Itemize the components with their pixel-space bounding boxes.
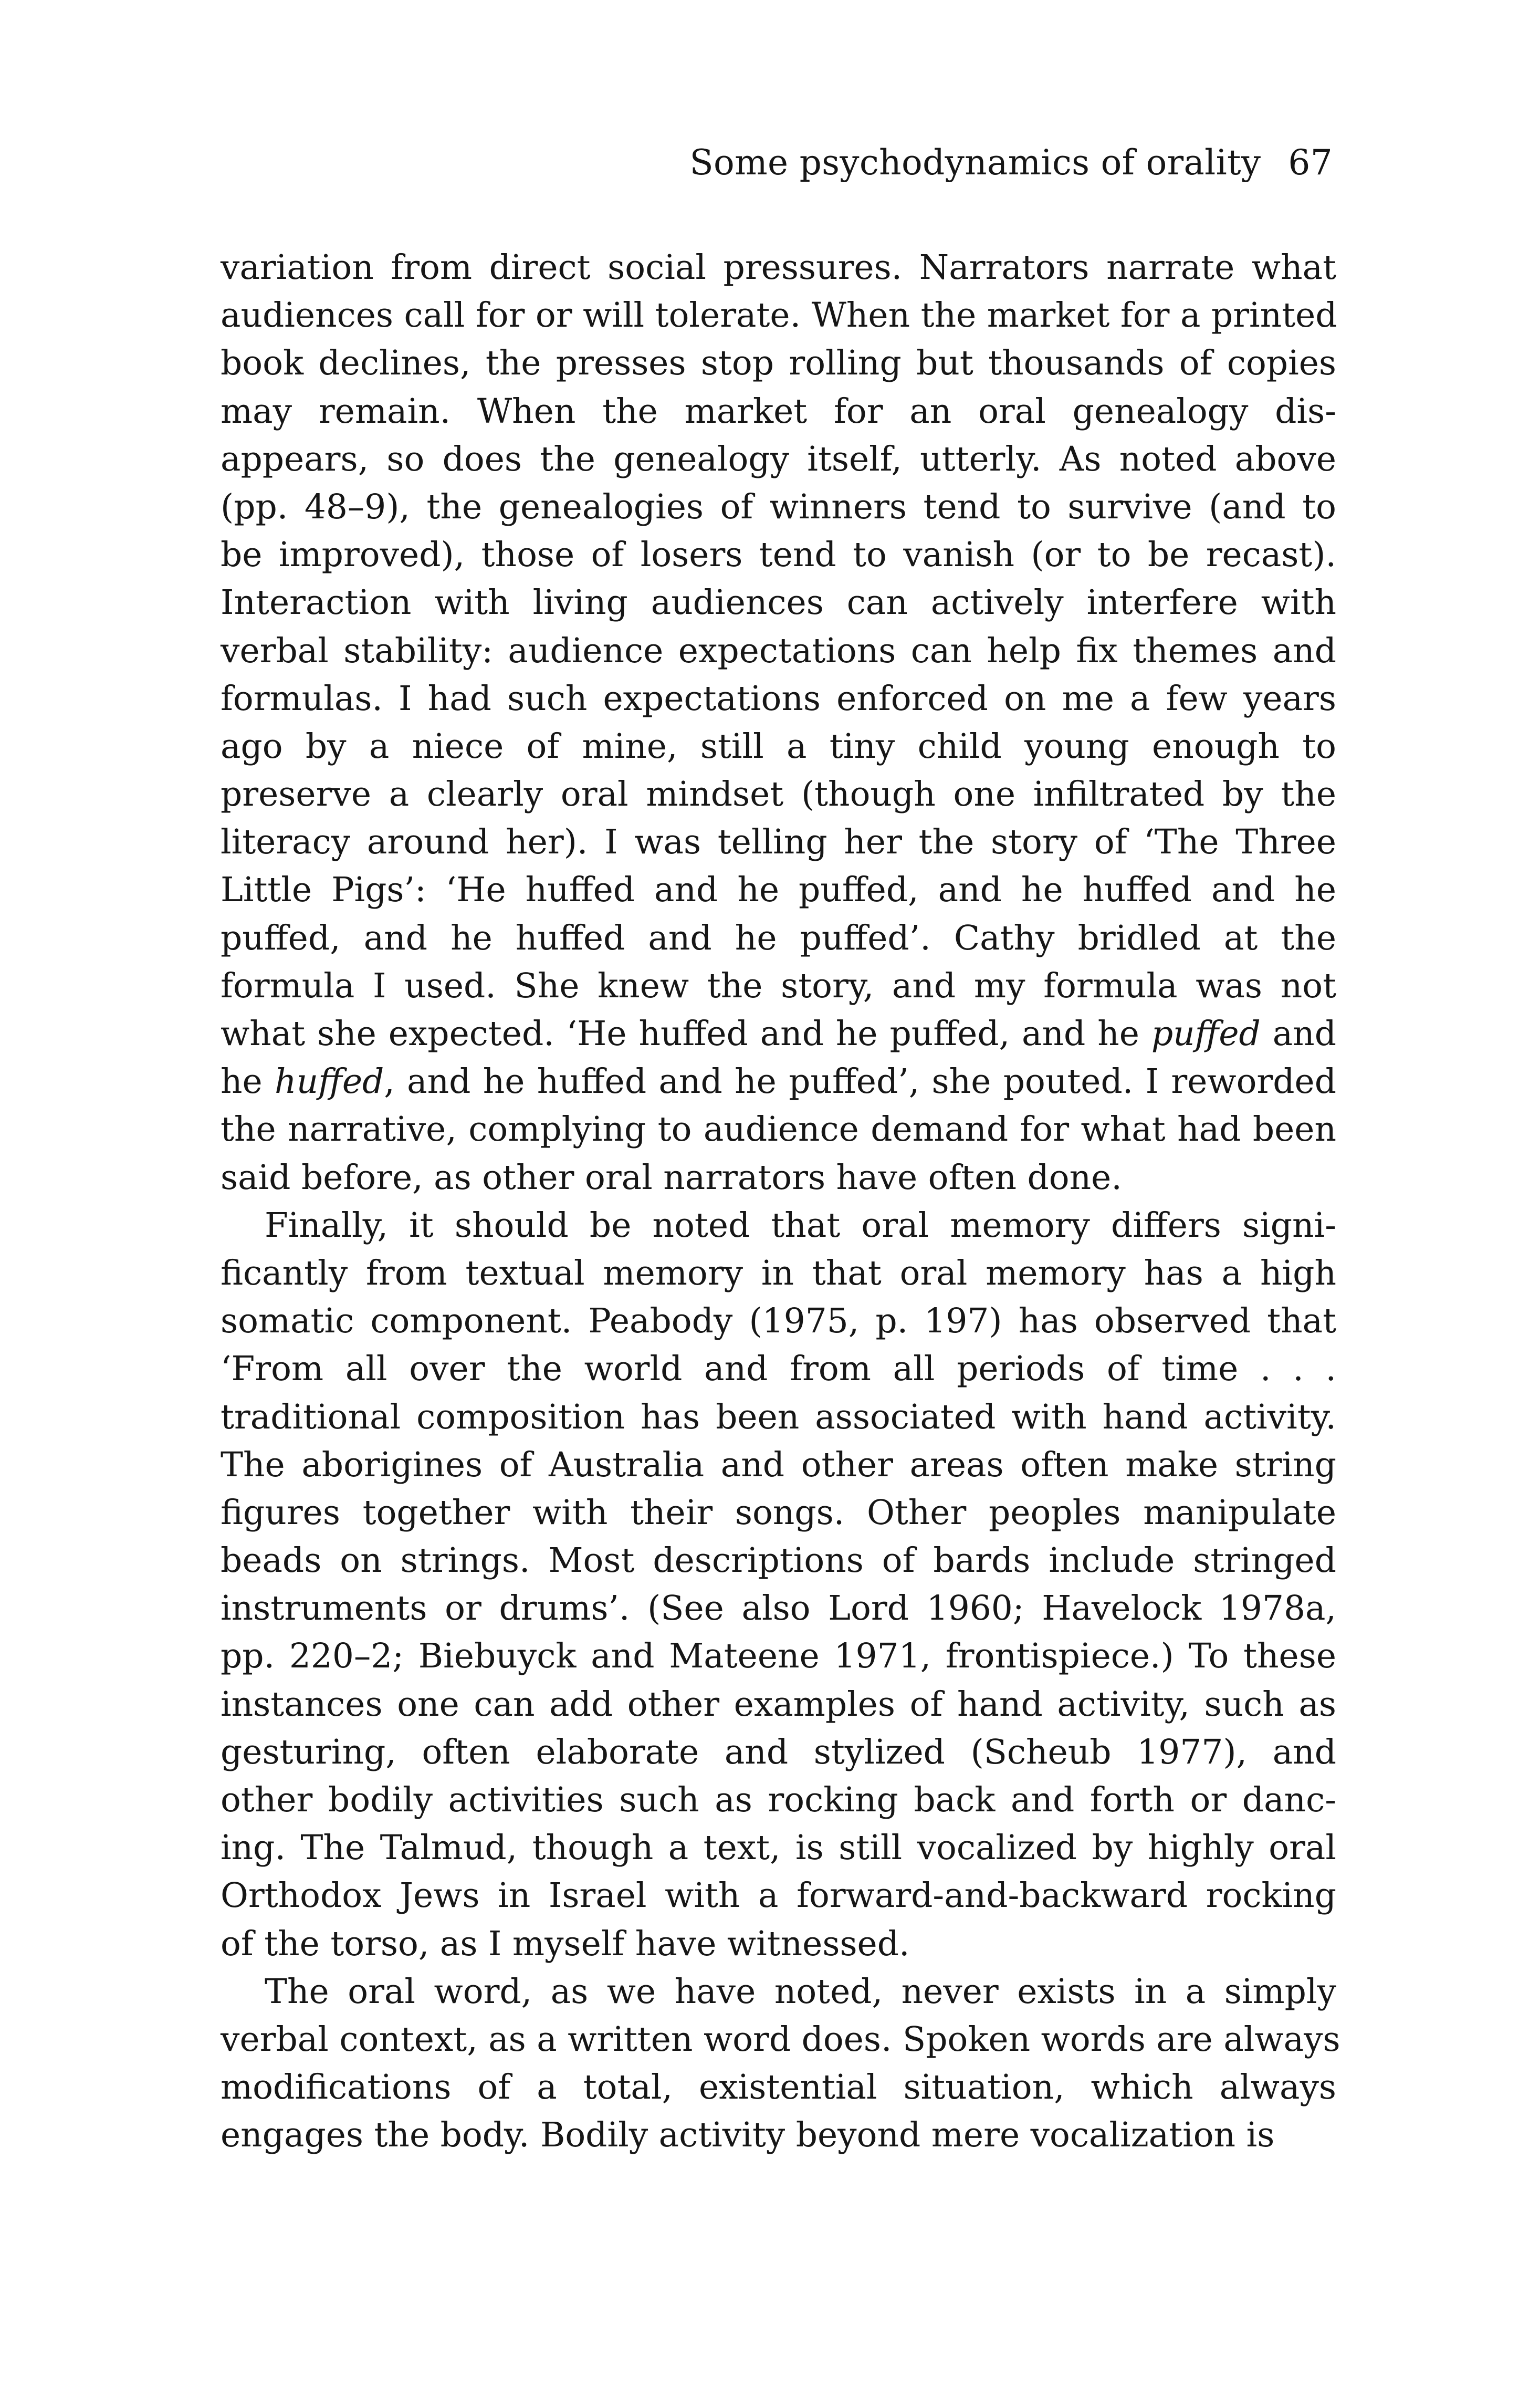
text-segment: preserve a clearly oral mindset (though one infiltrated by the bbox=[221, 775, 1336, 815]
text-segment: Interaction with living audiences can actively interfere with bbox=[221, 583, 1336, 623]
text-line bbox=[221, 770, 1336, 818]
text-segment: beads on strings. Most descriptions of bards include stringed bbox=[221, 1541, 1336, 1581]
text-segment: modifications of a total, existential situation, which always bbox=[221, 2068, 1336, 2108]
text-line bbox=[221, 1154, 1336, 1202]
text-segment: (pp. 48–9), the genealogies of winners tend to survive (and to bbox=[221, 487, 1336, 527]
text-line bbox=[221, 914, 1336, 962]
text-line bbox=[221, 2063, 1336, 2111]
text-line bbox=[221, 1202, 1336, 1249]
text-line bbox=[221, 1968, 1336, 2016]
text-segment: be improved), those of losers tend to vanish (or to be recast). bbox=[221, 535, 1336, 575]
italic-text: huffed bbox=[275, 1062, 384, 1102]
text-line bbox=[221, 2111, 1336, 2159]
text-line bbox=[221, 388, 1336, 435]
text-line bbox=[221, 1058, 1336, 1105]
text-segment: and bbox=[1260, 1014, 1336, 1054]
text-segment: ago by a niece of mine, still a tiny child young enough to bbox=[221, 726, 1336, 766]
text-segment: ‘From all over the world and from all periods of time . . . bbox=[221, 1349, 1336, 1389]
text-line bbox=[221, 1776, 1336, 1824]
text-segment: verbal stability: audience expectations can help fix themes and bbox=[221, 631, 1336, 671]
running-head bbox=[221, 134, 1333, 192]
text-segment: he bbox=[221, 1062, 275, 1102]
text-line bbox=[221, 962, 1336, 1010]
text-segment: verbal context, as a written word does. Spoken words are always bbox=[221, 2019, 1340, 2059]
text-segment: traditional composition has been associated with hand activity. bbox=[221, 1397, 1336, 1437]
text-line bbox=[221, 1681, 1336, 1728]
text-segment: puffed, and he huffed and he puffed’. Cathy bridled at the bbox=[221, 918, 1336, 958]
text-line bbox=[221, 1249, 1336, 1297]
body-text bbox=[221, 244, 1340, 2160]
text-line bbox=[221, 675, 1336, 723]
text-segment: instances one can add other examples of hand activity, such as bbox=[221, 1684, 1336, 1724]
text-line bbox=[221, 579, 1336, 627]
text-segment: what she expected. ‘He huffed and he puffed, and he bbox=[221, 1014, 1151, 1054]
text-line bbox=[221, 1920, 1336, 1968]
text-segment: formula I used. She knew the story, and my formula was not bbox=[221, 966, 1336, 1006]
text-segment: variation from direct social pressures. Narrators narrate what bbox=[221, 248, 1336, 287]
text-segment: instruments or drums’. (See also Lord 1960; Havelock 1978a, bbox=[221, 1589, 1336, 1629]
text-line bbox=[221, 291, 1336, 339]
text-line bbox=[221, 1489, 1336, 1537]
text-segment: pp. 220–2; Biebuyck and Mateene 1971, frontispiece.) To these bbox=[221, 1636, 1336, 1676]
text-line bbox=[221, 483, 1336, 531]
text-line bbox=[221, 627, 1336, 675]
text-segment: said before, as other oral narrators have often done. bbox=[221, 1157, 1122, 1197]
text-segment: literacy around her). I was telling her the story of ‘The Three bbox=[221, 822, 1336, 862]
text-segment: engages the body. Bodily activity beyond mere vocalization is bbox=[221, 2115, 1275, 2155]
text-line bbox=[221, 531, 1336, 579]
text-segment: , and he huffed and he puffed’, she pouted. I reworded bbox=[384, 1062, 1337, 1102]
text-line bbox=[221, 1632, 1336, 1680]
text-segment: ficantly from textual memory in that oral memory has a high bbox=[221, 1253, 1336, 1293]
text-line bbox=[221, 2016, 1340, 2063]
running-title: Some psychodynamics of orality bbox=[689, 142, 1261, 183]
text-segment: Orthodox Jews in Israel with a forward-and-backward rocking bbox=[221, 1876, 1336, 1916]
text-segment: appears, so does the genealogy itself, utterly. As noted above bbox=[221, 439, 1336, 479]
text-segment: of the torso, as I myself have witnessed. bbox=[221, 1924, 910, 1964]
italic-text: puffed bbox=[1151, 1014, 1261, 1054]
text-line bbox=[221, 1824, 1336, 1872]
text-line bbox=[221, 1297, 1336, 1345]
text-line bbox=[221, 435, 1336, 483]
text-segment: somatic component. Peabody (1975, p. 197) has observed that bbox=[221, 1301, 1336, 1341]
text-segment: gesturing, often elaborate and stylized (Scheub 1977), and bbox=[221, 1732, 1336, 1772]
text-line bbox=[221, 866, 1336, 914]
text-line bbox=[221, 244, 1336, 291]
text-segment: the narrative, complying to audience demand for what had been bbox=[221, 1110, 1336, 1150]
text-line bbox=[221, 818, 1336, 866]
text-line bbox=[221, 1105, 1336, 1153]
text-segment: formulas. I had such expectations enforced on me a few years bbox=[221, 679, 1336, 718]
text-line bbox=[221, 1728, 1336, 1776]
text-segment: ing. The Talmud, though a text, is still vocalized by highly oral bbox=[221, 1828, 1336, 1868]
text-line bbox=[221, 1393, 1336, 1441]
text-segment: The oral word, as we have noted, never exists in a simply bbox=[265, 1972, 1336, 2011]
text-segment: figures together with their songs. Other peoples manipulate bbox=[221, 1493, 1336, 1532]
text-segment: The aborigines of Australia and other areas often make string bbox=[221, 1445, 1336, 1485]
text-segment: other bodily activities such as rocking back and forth or danc- bbox=[221, 1780, 1336, 1820]
text-line bbox=[221, 1872, 1336, 1920]
text-line bbox=[221, 339, 1336, 387]
text-line bbox=[221, 1537, 1336, 1584]
text-segment: book declines, the presses stop rolling but thousands of copies bbox=[221, 343, 1336, 383]
text-line bbox=[221, 1584, 1336, 1632]
text-line bbox=[221, 1441, 1336, 1489]
text-line bbox=[221, 1345, 1336, 1393]
text-line bbox=[221, 1010, 1336, 1058]
text-segment: Finally, it should be noted that oral memory differs signi- bbox=[265, 1205, 1336, 1245]
page-number: 67 bbox=[1288, 142, 1333, 183]
text-segment: audiences call for or will tolerate. When the market for a printed bbox=[221, 296, 1337, 336]
text-segment: may remain. When the market for an oral genealogy dis- bbox=[221, 391, 1336, 431]
text-segment: Little Pigs’: ‘He huffed and he puffed, and he huffed and he bbox=[221, 870, 1336, 910]
text-line bbox=[221, 723, 1336, 770]
